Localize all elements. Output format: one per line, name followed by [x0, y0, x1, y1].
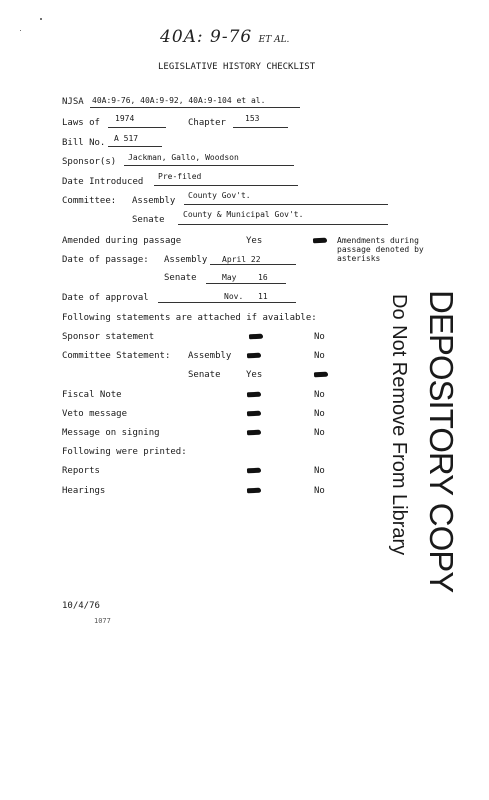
- amended-note-line1: Amendments during: [337, 236, 419, 245]
- committee-senate-underline: [178, 224, 388, 225]
- passage-assembly-value: April 22: [222, 255, 261, 264]
- hearings-no: No: [314, 486, 325, 496]
- committee-statement-assembly-no: No: [314, 351, 325, 361]
- date-introduced-value: Pre-filed: [158, 172, 202, 181]
- committee-assembly-underline: [184, 204, 388, 205]
- laws-of-label: Laws of: [62, 118, 100, 128]
- approval-day: 11: [258, 292, 268, 301]
- veto-message-label: Veto message: [62, 409, 128, 419]
- speck: [20, 30, 21, 31]
- bill-no-label: Bill No.: [62, 138, 106, 148]
- passage-senate-underline: [206, 283, 286, 284]
- redaction-mark: [314, 372, 328, 378]
- veto-message-no: No: [314, 409, 325, 419]
- redaction-mark: [247, 392, 261, 398]
- handwritten-header-text: 40A: 9-76: [160, 27, 253, 47]
- handwritten-suffix: ET AL.: [258, 35, 290, 45]
- passage-senate-day: 16: [258, 273, 268, 282]
- redaction-mark: [249, 334, 263, 340]
- hearings-label: Hearings: [62, 486, 106, 496]
- committee-assembly-value: County Gov't.: [188, 191, 251, 200]
- date-introduced-underline: [154, 185, 298, 186]
- bill-no-underline: [108, 146, 162, 147]
- approval-underline: [158, 302, 296, 303]
- date-introduced-label: Date Introduced: [62, 177, 144, 187]
- chapter-value: 153: [245, 114, 260, 123]
- sponsor-statement-label: Sponsor statement: [62, 332, 155, 342]
- laws-of-value: 1974: [115, 114, 135, 123]
- njsa-value: 40A:9-76, 40A:9-92, 40A:9-104 et al.: [92, 96, 266, 105]
- reports-no: No: [314, 466, 325, 476]
- footer-date: 10/4/76: [62, 601, 100, 611]
- handwritten-header: [160, 27, 289, 47]
- passage-senate-month: May: [222, 273, 237, 282]
- chapter-underline: [233, 127, 288, 128]
- fiscal-note-label: Fiscal Note: [62, 390, 122, 400]
- redaction-mark: [247, 488, 261, 494]
- njsa-label: NJSA: [62, 97, 84, 107]
- attached-heading: Following statements are attached if available:: [62, 313, 317, 323]
- committee-statement-assembly-label: Assembly: [188, 351, 232, 361]
- redaction-mark: [247, 468, 261, 474]
- message-signing-no: No: [314, 428, 325, 438]
- committee-senate-label: Senate: [132, 215, 165, 225]
- redaction-mark: [247, 411, 261, 417]
- committee-statement-senate-label: Senate: [188, 370, 221, 380]
- committee-senate-value: County & Municipal Gov't.: [183, 210, 304, 219]
- bill-no-value: A 517: [114, 134, 139, 143]
- passage-assembly-underline: [210, 264, 296, 265]
- committee-assembly-label: Assembly: [132, 196, 176, 206]
- redaction-mark: [313, 238, 327, 244]
- message-signing-label: Message on signing: [62, 428, 160, 438]
- redaction-mark: [247, 353, 261, 359]
- passage-label: Date of passage:: [62, 255, 149, 265]
- amended-note-line2: passage denoted by: [337, 245, 424, 254]
- chapter-label: Chapter: [188, 118, 226, 128]
- printed-heading: Following were printed:: [62, 447, 187, 457]
- depository-stamp-line2: Do Not Remove From Library: [388, 294, 410, 556]
- redaction-mark: [247, 430, 261, 436]
- amended-label: Amended during passage: [62, 236, 182, 246]
- approval-month: Nov.: [224, 292, 244, 301]
- fiscal-note-no: No: [314, 390, 325, 400]
- amended-note-line3: asterisks: [337, 254, 381, 263]
- sponsors-label: Sponsor(s): [62, 157, 117, 167]
- laws-of-underline: [108, 127, 166, 128]
- speck: [40, 18, 42, 20]
- reports-label: Reports: [62, 466, 100, 476]
- approval-label: Date of approval: [62, 293, 149, 303]
- page-title: LEGISLATIVE HISTORY CHECKLIST: [158, 62, 316, 72]
- amended-yes: Yes: [246, 236, 263, 246]
- committee-statement-senate-yes: Yes: [246, 370, 263, 380]
- sponsor-statement-no: No: [314, 332, 325, 342]
- sponsors-value: Jackman, Gallo, Woodson: [128, 153, 239, 162]
- sponsors-underline: [124, 165, 294, 166]
- depository-stamp-line1: DEPOSITORY COPY: [423, 290, 460, 593]
- passage-senate-label: Senate: [164, 273, 197, 283]
- committee-statement-label: Committee Statement:: [62, 351, 171, 361]
- committee-label: Committee:: [62, 196, 117, 206]
- footer-code: 1077: [94, 617, 111, 625]
- passage-assembly-label: Assembly: [164, 255, 208, 265]
- njsa-underline: [90, 107, 300, 108]
